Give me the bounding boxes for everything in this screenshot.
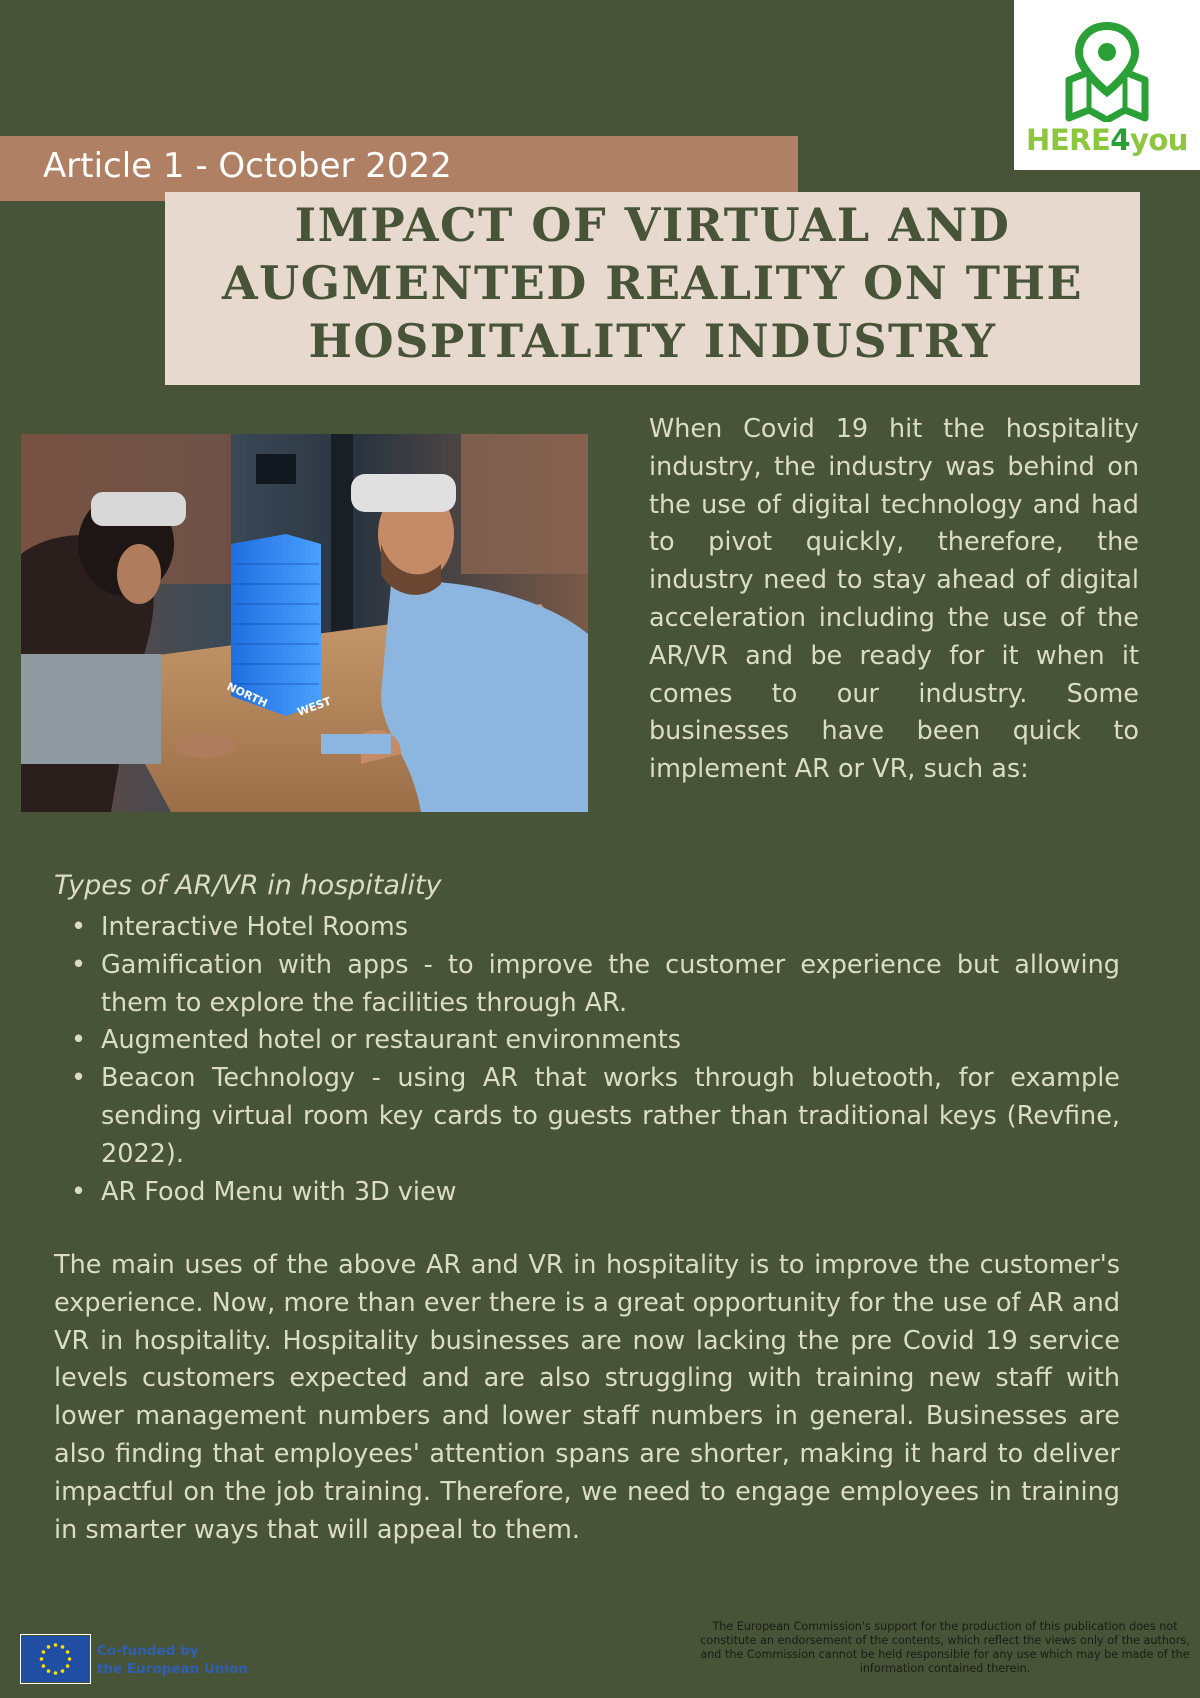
bullet-icon: • bbox=[71, 912, 87, 942]
list-item: • Interactive Hotel Rooms bbox=[54, 909, 1120, 947]
title-line-3: HOSPITALITY INDUSTRY bbox=[308, 314, 997, 368]
list-item: • AR Food Menu with 3D view bbox=[54, 1174, 1120, 1212]
list-item: • Augmented hotel or restaurant environments bbox=[54, 1022, 1120, 1060]
here4you-logo bbox=[1014, 0, 1200, 170]
list-item: • Beacon Technology - using AR that works through bluetooth, for example sending virtual room key cards to guests rather than traditional keys (Revfine, 2022). bbox=[54, 1060, 1120, 1173]
north-label: NORTH bbox=[224, 679, 270, 710]
ar-meeting-photo bbox=[21, 434, 588, 812]
bullet-icon: • bbox=[71, 1063, 87, 1094]
eu-flag-icon bbox=[22, 1636, 89, 1682]
types-heading: Types of AR/VR in hospitality bbox=[54, 870, 442, 901]
list-item: • Gamification with apps - to improve the customer experience but allowing them to explore the facilities through AR. bbox=[54, 947, 1120, 1023]
eu-cofunded-label: Co-funded by the European Union bbox=[97, 1643, 249, 1677]
bullet-icon: • bbox=[71, 1025, 87, 1056]
title-line-1: IMPACT OF VIRTUAL AND bbox=[294, 198, 1011, 252]
intro-paragraph: When Covid 19 hit the hospitality industry, the industry was behind on the use of digital technology and had to pivot quickly, therefore, the industry need to stay ahead of digital acceleration including the use of the AR/VR and be ready for it when it comes to our industry. Some businesses have been quick to implement AR or VR, such as: bbox=[649, 414, 1139, 785]
map-pin-on-map-icon bbox=[1061, 22, 1153, 122]
title-box bbox=[165, 192, 1140, 385]
article-label: Article 1 - October 2022 bbox=[43, 146, 452, 186]
main-paragraph: The main uses of the above AR and VR in hospitality is to improve the customer's experience. Now, more than ever there is a great opportunity for the use of AR and VR in hospitality. Hospitality businesses are now lacking the pre Covid 19 service levels customers expected and are also struggling with training new staff with lower management numbers and lower staff numbers in general. Businesses are also finding that employees' attention spans are shorter, making it hard to deliver impactful on the job training. Therefore, we need to engage employees in training in smarter ways that will appeal to them. bbox=[54, 1250, 1120, 1545]
west-label: WEST bbox=[295, 694, 333, 719]
title-line-2: AUGMENTED REALITY ON THE bbox=[221, 256, 1084, 310]
eu-disclaimer: The European Commission's support for the production of this publication does not constitute an endorsement of the contents, which reflect the views only of the authors, and the Commission cannot be held responsible for any use which may be made of the information contained therein. bbox=[700, 1620, 1190, 1675]
bullet-icon: • bbox=[71, 1176, 87, 1207]
logo-wordmark: HERE4you bbox=[1026, 123, 1188, 157]
photo-illustration bbox=[21, 434, 588, 812]
types-list bbox=[54, 909, 1120, 1211]
bullet-icon: • bbox=[71, 949, 87, 980]
